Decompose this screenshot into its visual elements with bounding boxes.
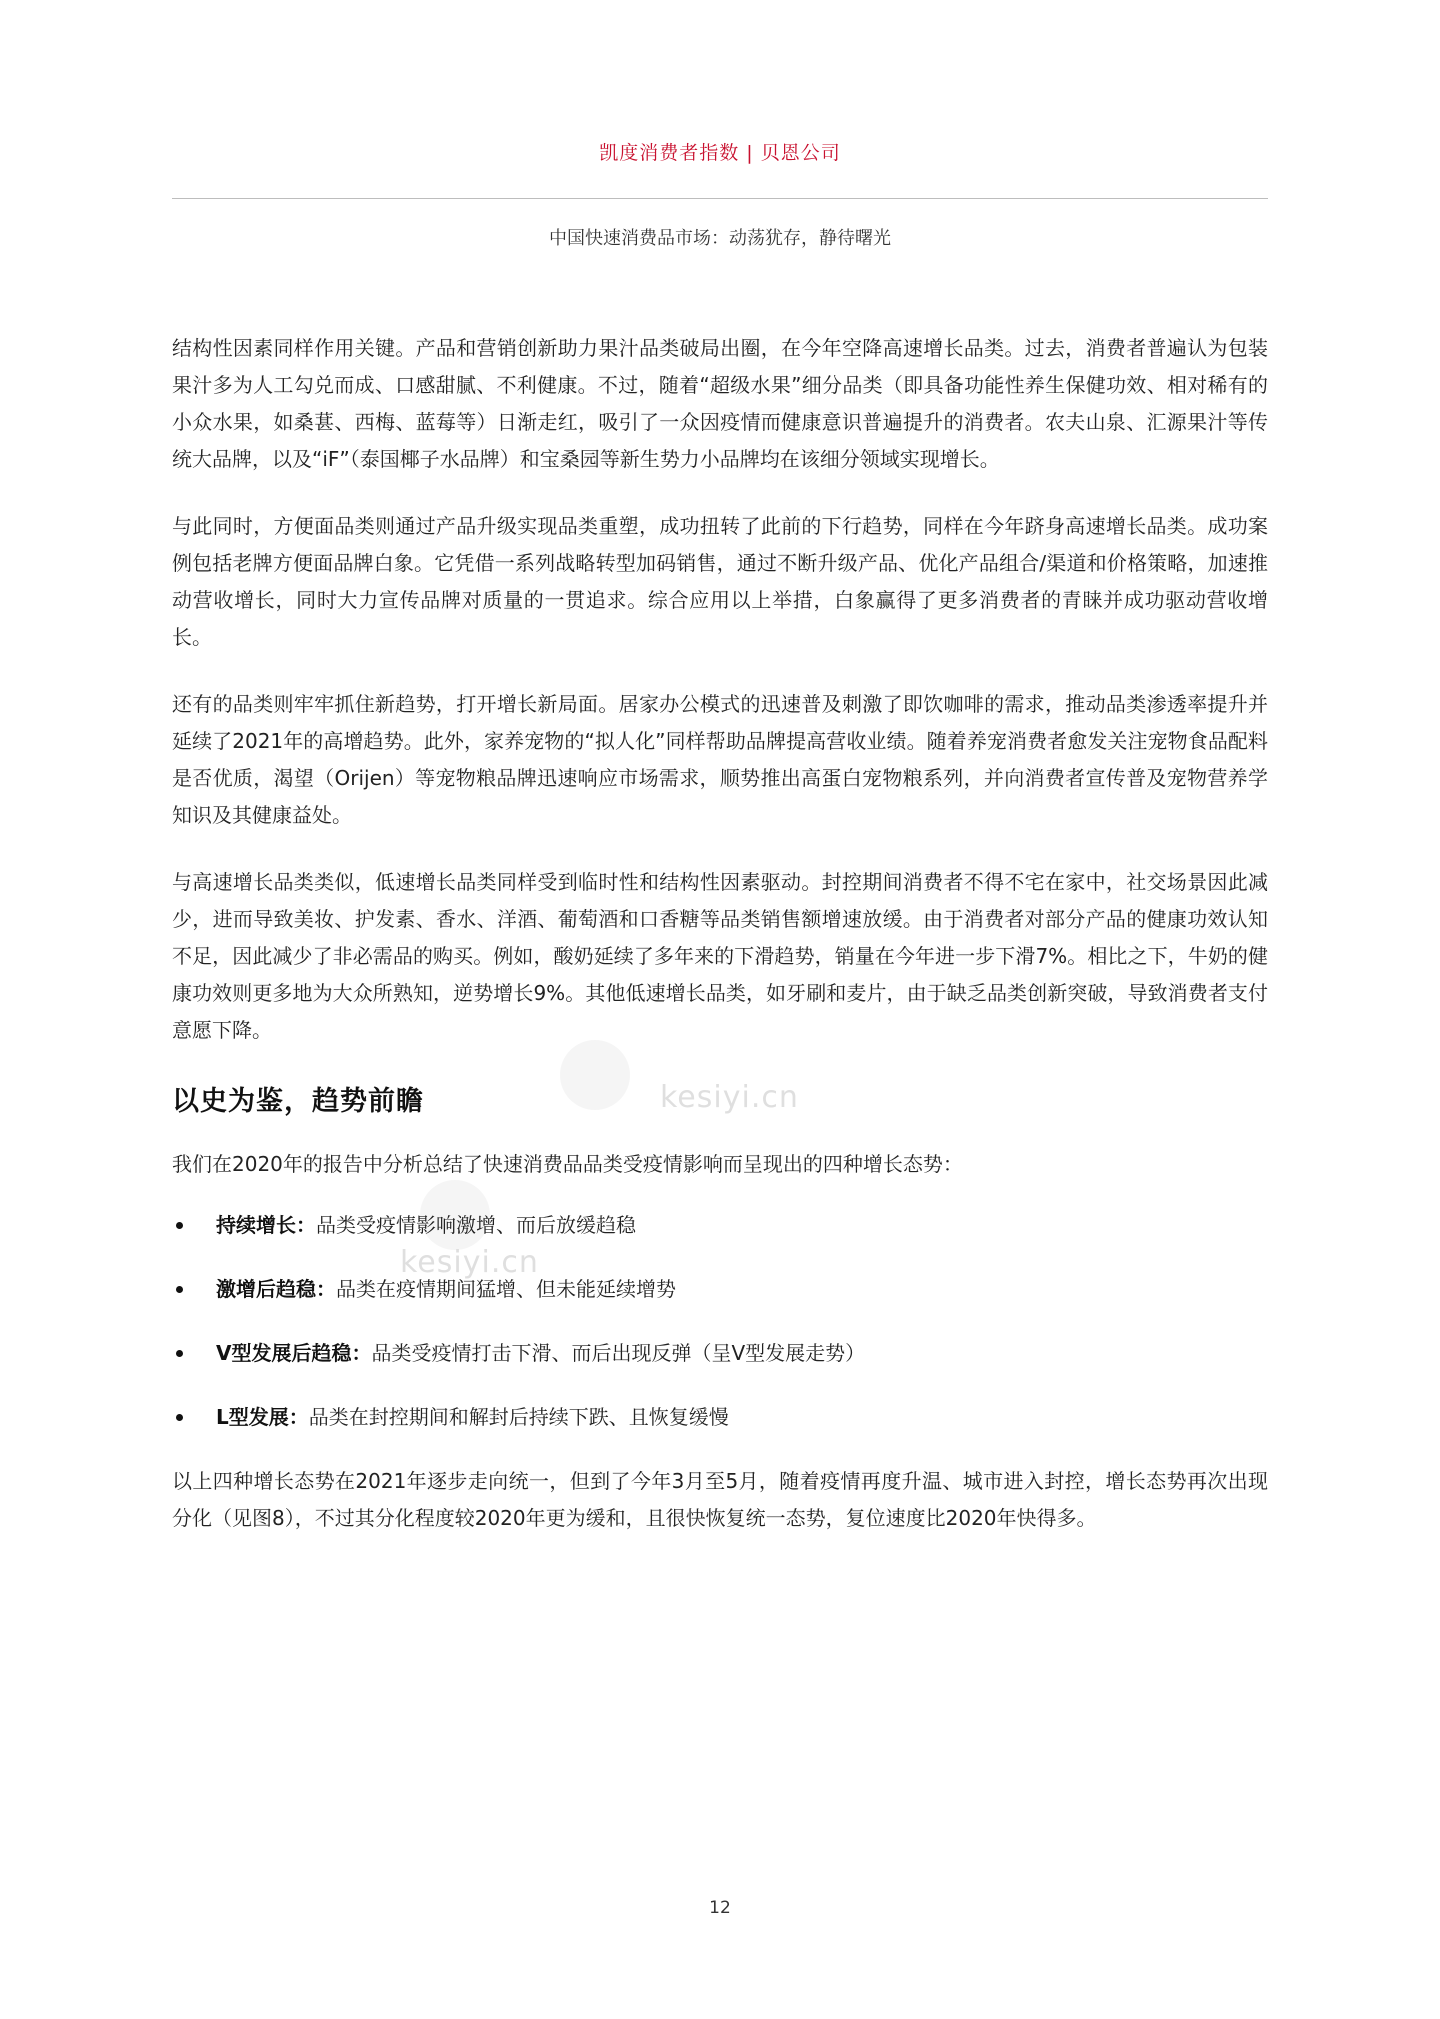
list-item-text: 品类在疫情期间猛增、但未能延续增势	[336, 1277, 676, 1301]
main-content	[172, 330, 1268, 1567]
document-subtitle: 中国快速消费品市场：动荡犹存，静待曙光	[549, 228, 891, 249]
page-number: 12	[709, 1898, 731, 1918]
growth-pattern-list	[172, 1207, 1268, 1436]
closing-paragraph: 以上四种增长态势在2021年逐步走向统一，但到了今年3月至5月，随着疫情再度升温、城市进入封控，增长态势再次出现分化（见图8），不过其分化程度较2020年更为缓和，且很快恢复统一态势，复位速度比2020年快得多。	[172, 1469, 1268, 1530]
body-paragraph: 与高速增长品类类似，低速增长品类同样受到临时性和结构性因素驱动。封控期间消费者不得不宅在家中，社交场景因此减少，进而导致美妆、护发素、香水、洋酒、葡萄酒和口香糖等品类销售额增速放缓。由于消费者对部分产品的健康功效认知不足，因此减少了非必需品的购买。例如，酸奶延续了多年来的下滑趋势，销量在今年进一步下滑7%。相比之下，牛奶的健康功效则更多地为大众所熟知，逆势增长9%。其他低速增长品类，如牙刷和麦片，由于缺乏品类创新突破，导致消费者支付意愿下降。	[172, 870, 1268, 1042]
body-paragraph: 结构性因素同样作用关键。产品和营销创新助力果汁品类破局出圈，在今年空降高速增长品类。过去，消费者普遍认为包装果汁多为人工勾兑而成、口感甜腻、不利健康。不过，随着“超级水果”细分品类（即具备功能性养生保健功效、相对稀有的小众水果，如桑葚、西梅、蓝莓等）日渐走红，吸引了一众因疫情而健康意识普遍提升的消费者。农夫山泉、汇源果汁等传统大品牌，以及“iF”（泰国椰子水品牌）和宝桑园等新生势力小品牌均在该细分领域实现增长。	[172, 336, 1268, 471]
list-item-title: L型发展：	[216, 1405, 309, 1429]
body-paragraph: 与此同时，方便面品类则通过产品升级实现品类重塑，成功扭转了此前的下行趋势，同样在今年跻身高速增长品类。成功案例包括老牌方便面品牌白象。它凭借一系列战略转型加码销售，通过不断升级产品、优化产品组合/渠道和价格策略，加速推动营收增长，同时大力宣传品牌对质量的一贯追求。综合应用以上举措，白象赢得了更多消费者的青睐并成功驱动营收增长。	[172, 514, 1268, 649]
list-item-title: V型发展后趋稳：	[216, 1341, 372, 1365]
list-item	[172, 1271, 1268, 1308]
section-heading: 以史为鉴，趋势前瞻	[172, 1086, 424, 1117]
body-paragraph: 还有的品类则牢牢抓住新趋势，打开增长新局面。居家办公模式的迅速普及刺激了即饮咖啡的需求，推动品类渗透率提升并延续了2021年的高增趋势。此外，家养宠物的“拟人化”同样帮助品牌提高营收业绩。随着养宠消费者愈发关注宠物食品配料是否优质，渴望（Orijen）等宠物粮品牌迅速响应市场需求，顺势推出高蛋白宠物粮系列，并向消费者宣传普及宠物营养学知识及其健康益处。	[172, 692, 1268, 827]
section-intro: 我们在2020年的报告中分析总结了快速消费品品类受疫情影响而呈现出的四种增长态势：	[172, 1152, 963, 1176]
watermark-text: kesiyi.cn	[400, 1245, 539, 1280]
list-item-title: 持续增长：	[216, 1213, 316, 1237]
list-item-text: 品类受疫情影响激增、而后放缓趋稳	[316, 1213, 636, 1237]
bullet-icon	[176, 1286, 183, 1293]
header-brand-line: 凯度消费者指数 | 贝恩公司	[599, 142, 841, 164]
list-item-text: 品类在封控期间和解封后持续下跌、且恢复缓慢	[308, 1405, 729, 1429]
bullet-icon	[176, 1414, 183, 1421]
bullet-icon	[176, 1350, 183, 1357]
list-item-text: 品类受疫情打击下滑、而后出现反弹（呈V型发展走势）	[371, 1341, 866, 1365]
header-divider	[172, 198, 1268, 199]
list-item	[172, 1335, 1268, 1372]
bullet-icon	[176, 1222, 183, 1229]
list-item	[172, 1399, 1268, 1436]
list-item-title: 激增后趋稳：	[216, 1277, 336, 1301]
list-item	[172, 1207, 1268, 1244]
watermark-text: kesiyi.cn	[660, 1080, 799, 1115]
